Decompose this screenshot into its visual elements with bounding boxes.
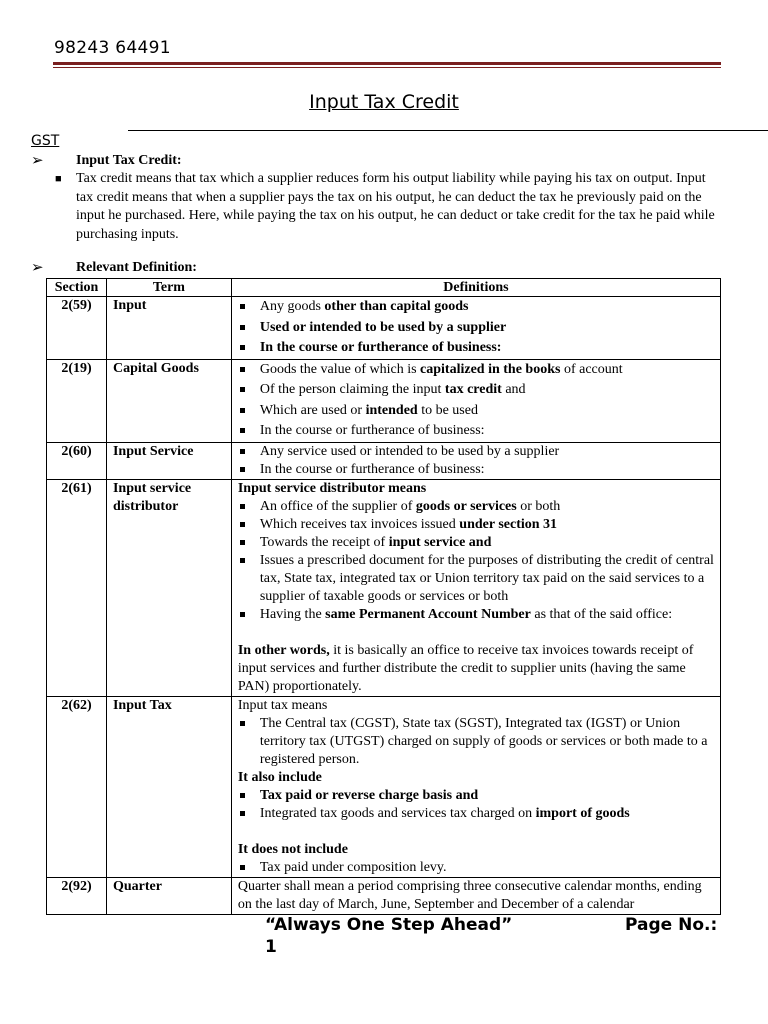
footer-page-number: 1 bbox=[265, 937, 277, 957]
section-cell: 2(19) bbox=[47, 359, 107, 442]
gst-rule bbox=[128, 130, 768, 131]
definition-cell bbox=[231, 297, 720, 360]
section-cell: 2(62) bbox=[47, 696, 107, 877]
list-item: Integrated tax goods and services tax charged on import of goods bbox=[238, 805, 714, 823]
arrow-bullet-icon: ➢ bbox=[31, 153, 44, 169]
page-title: Input Tax Credit bbox=[309, 91, 459, 113]
table-row bbox=[47, 359, 721, 442]
definition-cell bbox=[231, 696, 720, 877]
itc-heading: Input Tax Credit: bbox=[76, 153, 182, 168]
list-item: Of the person claiming the input tax credit and bbox=[238, 380, 714, 401]
term-cell: Input Service bbox=[106, 442, 231, 479]
term-cell: Capital Goods bbox=[106, 359, 231, 442]
definition-lead: Input tax means bbox=[237, 697, 328, 713]
gst-label: GST bbox=[31, 133, 60, 149]
term-cell: Input bbox=[106, 297, 231, 360]
list-item: In the course or furtherance of business: bbox=[238, 421, 714, 442]
list-item: Issues a prescribed document for the purposes of distributing the credit of central tax, State tax, integrated tax or Union territory tax paid on the said services to a supplier of taxable goods or services or both bbox=[238, 552, 714, 606]
table-row bbox=[47, 696, 721, 877]
include-heading: It also include bbox=[237, 769, 322, 785]
list-item: Tax paid or reverse charge basis and bbox=[238, 787, 714, 805]
section-cell: 2(60) bbox=[47, 442, 107, 479]
header-rule-thin bbox=[53, 67, 721, 68]
footer-page-label: Page No.: bbox=[625, 915, 718, 935]
list-item: Towards the receipt of input service and bbox=[238, 534, 714, 552]
list-item: Having the same Permanent Account Number as that of the said office: bbox=[238, 606, 714, 624]
list-item: Tax paid under composition levy. bbox=[238, 859, 714, 877]
col-header-definitions: Definitions bbox=[231, 279, 720, 297]
list-item: Which receives tax invoices issued under section 31 bbox=[238, 516, 714, 534]
definition-cell: Quarter shall mean a period comprising three consecutive calendar months, ending on the last day of March, June, September and December of a calendar bbox=[231, 877, 720, 914]
term-cell: Input Tax bbox=[106, 696, 231, 877]
list-item: An office of the supplier of goods or services or both bbox=[238, 498, 714, 516]
list-item: Used or intended to be used by a supplier bbox=[238, 318, 714, 339]
definition-lead: Input service distributor means bbox=[237, 480, 427, 496]
exclude-heading: It does not include bbox=[237, 841, 348, 857]
section-cell: 2(92) bbox=[47, 877, 107, 914]
term-cell: Quarter bbox=[106, 877, 231, 914]
definitions-table bbox=[46, 278, 721, 915]
footer-tagline: “Always One Step Ahead” bbox=[265, 915, 513, 935]
list-item: The Central tax (CGST), State tax (SGST), Integrated tax (IGST) or Union territory tax (UTGST) charged on supply of goods or services or both made to a registered person. bbox=[238, 715, 714, 769]
list-item: Any goods other than capital goods bbox=[238, 297, 714, 318]
table-header-row bbox=[47, 279, 721, 297]
col-header-section: Section bbox=[47, 279, 107, 297]
section-cell: 2(61) bbox=[47, 479, 107, 696]
header-rule-thick bbox=[53, 62, 721, 65]
other-words-note: In other words, it is basically an office to receive tax invoices towards receipt of input services and further distribute the credit to supplier units (having the same PAN) proportionately. bbox=[237, 642, 694, 694]
definition-cell bbox=[231, 359, 720, 442]
header-phone: 98243 64491 bbox=[54, 38, 171, 58]
list-item: Any service used or intended to be used by a supplier bbox=[238, 443, 714, 461]
arrow-bullet-icon: ➢ bbox=[31, 260, 44, 276]
list-item: In the course or furtherance of business: bbox=[238, 461, 714, 479]
term-cell: Input service distributor bbox=[106, 479, 231, 696]
definition-cell bbox=[231, 442, 720, 479]
list-item: In the course or furtherance of business: bbox=[238, 338, 714, 359]
list-item: Goods the value of which is capitalized in the books of account bbox=[238, 360, 714, 381]
table-row bbox=[47, 479, 721, 696]
itc-paragraph: Tax credit means that tax which a supplier reduces form his output liability while paying his tax on output. Input tax credit means that when a supplier pays the tax on his output, he can deduct the tax he previously paid on the input he purchased. Here, while paying the tax on his output, he can deduct or take credit for the tax he paid while purchasing inputs. bbox=[76, 171, 715, 242]
col-header-term: Term bbox=[106, 279, 231, 297]
table-row bbox=[47, 442, 721, 479]
defs-heading: Relevant Definition: bbox=[76, 260, 197, 275]
section-cell: 2(59) bbox=[47, 297, 107, 360]
table-row bbox=[47, 297, 721, 360]
list-item: Which are used or intended to be used bbox=[238, 401, 714, 422]
definition-cell bbox=[231, 479, 720, 696]
table-row bbox=[47, 877, 721, 914]
square-bullet-icon: ■ bbox=[55, 173, 62, 185]
